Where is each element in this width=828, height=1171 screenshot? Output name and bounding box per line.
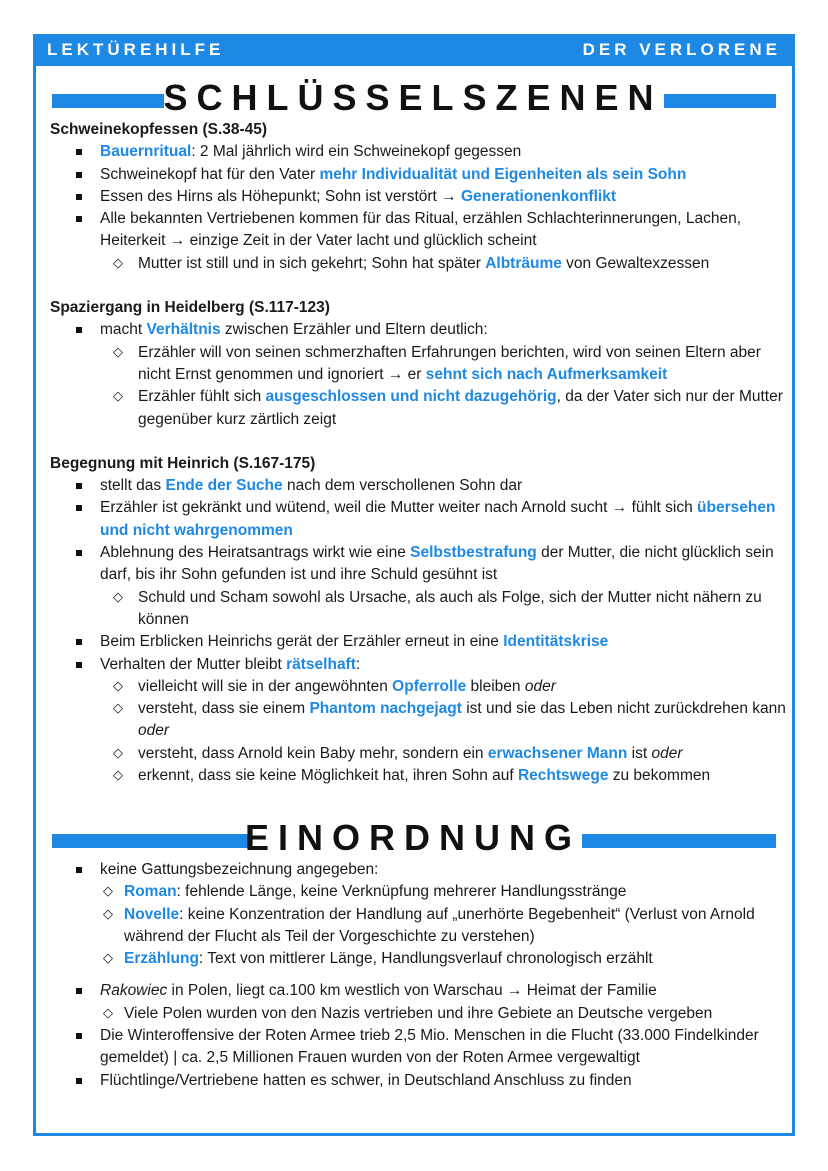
- list-item: Flüchtlinge/Vertriebene hatten es schwer, in Deutschland Anschluss zu finden: [50, 1070, 790, 1092]
- list-item: Die Winteroffensive der Roten Armee trieb 2,5 Mio. Menschen in die Flucht (33.000 Findelkinder gemeldet) | ca. 2,5 Millionen Frauen wurden von der Roten Armee vergewaltigt: [50, 1025, 790, 1070]
- subheading: Schweinekopfessen (S.38-45): [50, 121, 268, 138]
- header-left: LEKTÜREHILFE: [47, 40, 225, 59]
- list-item: Erzähler ist gekränkt und wütend, weil die Mutter weiter nach Arnold sucht → fühlt sich übersehen und nicht wahrgenommen: [50, 497, 790, 542]
- list: [50, 475, 790, 787]
- subheading: Begegnung mit Heinrich (S.167-175): [50, 454, 316, 472]
- list-item: Schweinekopf hat für den Vater mehr Individualität und Eigenheiten als sein Sohn: [50, 164, 790, 186]
- list-item: Essen des Hirns als Höhepunkt; Sohn ist verstört → Generationenkonflikt: [50, 186, 790, 208]
- list-item: ◇ vielleicht will sie in der angewöhnten Opferrolle bleiben oder: [50, 676, 790, 698]
- list-item: ◇ erkennt, dass sie keine Möglichkeit hat, ihren Sohn auf Rechtswege zu bekommen: [50, 765, 790, 787]
- section-heading-schluesselszenen: [50, 74, 776, 122]
- list-item: ◇ Roman: fehlende Länge, keine Verknüpfung mehrerer Handlungsstränge: [50, 881, 790, 903]
- list-item: Ablehnung des Heiratsantrags wirkt wie eine Selbstbestrafung der Mutter, die nicht glücklich sein darf, bis ihr Sohn gefunden ist und ihre Schuld gesühnt ist: [50, 542, 790, 587]
- section-title: SCHLÜSSELSZENEN: [163, 77, 663, 118]
- content-schluesselszenen: [50, 119, 790, 787]
- subheading: Spaziergang in Heidelberg (S.117-123): [50, 299, 330, 317]
- list-item: Verhalten der Mutter bleibt rätselhaft:: [50, 654, 790, 676]
- list-item: Bauernritual: 2 Mal jährlich wird ein Schweinekopf gegessen: [50, 141, 790, 163]
- list-item: ◇ versteht, dass sie einem Phantom nachgejagt ist und sie das Leben nicht zurückdrehen kann oder: [50, 698, 790, 743]
- list-item: Beim Erblicken Heinrichs gerät der Erzähler erneut in eine Identitätskrise: [50, 631, 790, 653]
- list-item: ◇ versteht, dass Arnold kein Baby mehr, sondern ein erwachsener Mann ist oder: [50, 743, 790, 765]
- list-item: stellt das Ende der Suche nach dem verschollenen Sohn dar: [50, 475, 790, 497]
- content-einordnung: [50, 859, 790, 1092]
- list-item: Rakowiec in Polen, liegt ca.100 km westlich von Warschau → Heimat der Familie: [50, 980, 790, 1002]
- list-item: ◇ Erzählung: Text von mittlerer Länge, Handlungsverlauf chronologisch erzählt: [50, 948, 790, 970]
- list-item: ◇ Schuld und Scham sowohl als Ursache, als auch als Folge, sich der Mutter nicht nähern zu können: [50, 587, 790, 632]
- list-item: ◇ Erzähler fühlt sich ausgeschlossen und nicht dazugehörig, da der Vater sich nur der Mutter gegenüber kurz zärtlich zeigt: [50, 386, 790, 431]
- list: [50, 980, 790, 1091]
- list-item: ◇ Novelle: keine Konzentration der Handlung auf „unerhörte Begebenheit“ (Verlust von Arnold während der Flucht als Teil der Vorgeschichte zu verstehen): [50, 904, 790, 949]
- section-heading-einordnung: [50, 814, 776, 862]
- list-item: macht Verhältnis zwischen Erzähler und Eltern deutlich:: [50, 319, 790, 341]
- header-right: DER VERLORENE: [582, 40, 781, 59]
- list: [50, 319, 790, 430]
- list: [50, 141, 790, 275]
- list-item: ◇ Erzähler will von seinen schmerzhaften Erfahrungen berichten, wird von seinen Eltern aber nicht Ernst genommen und ignoriert → er sehnt sich nach Aufmerksamkeit: [50, 342, 790, 387]
- list-item: ◇ Viele Polen wurden von den Nazis vertrieben und ihre Gebiete an Deutsche vergeben: [50, 1003, 790, 1025]
- header-bar: [33, 34, 795, 66]
- list-item: ◇ Mutter ist still und in sich gekehrt; Sohn hat später Albträume von Gewaltexzessen: [50, 253, 790, 275]
- list-item: keine Gattungsbezeichnung angegeben:: [50, 859, 790, 881]
- list-item: Alle bekannten Vertriebenen kommen für das Ritual, erzählen Schlachterinnerungen, Lachen, Heiterkeit → einzige Zeit in der Vater lacht und glücklich scheint: [50, 208, 790, 253]
- list: [50, 859, 790, 970]
- section-title: EINORDNUNG: [244, 817, 581, 858]
